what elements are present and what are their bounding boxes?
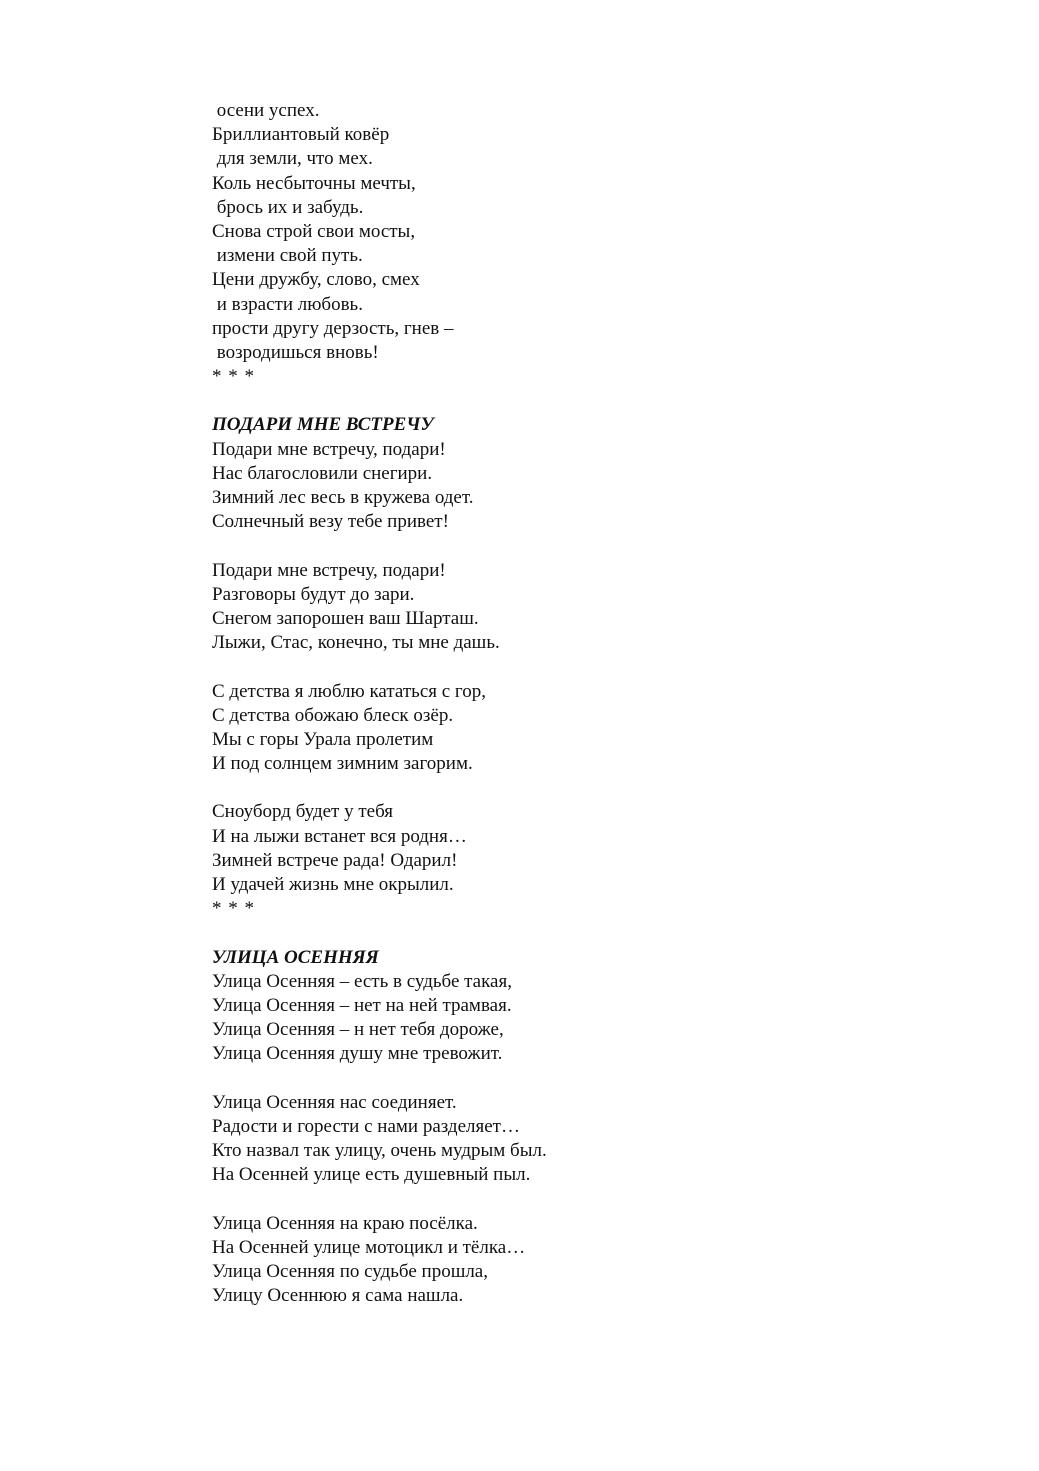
poem-line: Радости и горести с нами разделяет… xyxy=(212,1115,520,1137)
poem-line: Нас благословили снегири. xyxy=(212,462,433,484)
poem-line: Кто назвал так улицу, очень мудрым был. xyxy=(212,1140,547,1162)
section-separator: * * * xyxy=(212,366,255,388)
poem-line: Зимний лес весь в кружева одет. xyxy=(212,487,474,508)
poem-line: С детства я люблю кататься с гор, xyxy=(212,680,486,702)
poem-line: И на лыжи встанет вся родня… xyxy=(212,825,467,847)
poem-line: Цени дружбу, слово, смех xyxy=(212,269,420,291)
poem-line: Зимней встрече рада! Одарил! xyxy=(212,849,458,871)
poem-line: С детства обожаю блеск озёр. xyxy=(212,704,454,726)
poem-line: На Осенней улице есть душевный пыл. xyxy=(212,1164,531,1186)
poem-line: И удачей жизнь мне окрылил. xyxy=(212,874,454,895)
blank-line xyxy=(212,655,772,679)
poem-text-column xyxy=(212,99,772,1308)
poem-line: осени успех. xyxy=(212,100,320,121)
poem-line: возродишься вновь! xyxy=(212,341,379,363)
blank-line xyxy=(212,1067,772,1091)
poem-line: брось их и забудь. xyxy=(212,196,364,218)
poem-line: для земли, что мех. xyxy=(212,148,373,170)
poem-title: УЛИЦА ОСЕННЯЯ xyxy=(212,946,379,968)
poem-line: На Осенней улице мотоцикл и тёлка… xyxy=(212,1236,526,1258)
poem-line: Коль несбыточны мечты, xyxy=(212,172,416,194)
blank-line xyxy=(212,1187,772,1211)
poem-line: Улица Осенняя душу мне тревожит. xyxy=(212,1043,503,1065)
poem-line: Улица Осенняя по судьбе прошла, xyxy=(212,1261,488,1282)
poem-line: Подари мне встречу, подари! xyxy=(212,559,446,581)
poem-line: измени свой путь. xyxy=(212,245,363,267)
poem-line: прости другу дерзость, гнев – xyxy=(212,317,454,339)
poem-line: Улица Осенняя на краю посёлка. xyxy=(212,1212,478,1234)
poem-line: Улица Осенняя нас соединяет. xyxy=(212,1091,457,1113)
poem-line: И под солнцем зимним загорим. xyxy=(212,753,473,775)
blank-line xyxy=(212,389,772,413)
poem-line: Улицу Осеннюю я сама нашла. xyxy=(212,1285,464,1307)
poem-line: Разговоры будут до зари. xyxy=(212,583,415,605)
poem-line: Улица Осенняя – нет на ней трамвая. xyxy=(212,994,512,1016)
section-separator: * * * xyxy=(212,898,255,920)
poem-line: Снова строй свои мосты, xyxy=(212,220,416,242)
blank-line xyxy=(212,776,772,800)
poem-title: ПОДАРИ МНЕ ВСТРЕЧУ xyxy=(212,414,434,436)
poem-line: Мы с горы Урала пролетим xyxy=(212,728,434,750)
poem-line: Солнечный везу тебе привет! xyxy=(212,511,449,533)
poem-line: и взрасти любовь. xyxy=(212,293,363,315)
blank-line xyxy=(212,921,772,945)
poem-line: Бриллиантовый ковёр xyxy=(212,124,390,146)
poem-line: Улица Осенняя – есть в судьбе такая, xyxy=(212,970,512,992)
poem-line: Снегом запорошен ваш Шарташ. xyxy=(212,607,479,629)
poem-line: Подари мне встречу, подари! xyxy=(212,438,446,460)
poem-line: Сноуборд будет у тебя xyxy=(212,801,394,823)
poem-line: Улица Осенняя – н нет тебя дороже, xyxy=(212,1019,504,1041)
blank-line xyxy=(212,534,772,558)
poem-line: Лыжи, Стас, конечно, ты мне дашь. xyxy=(212,632,500,654)
